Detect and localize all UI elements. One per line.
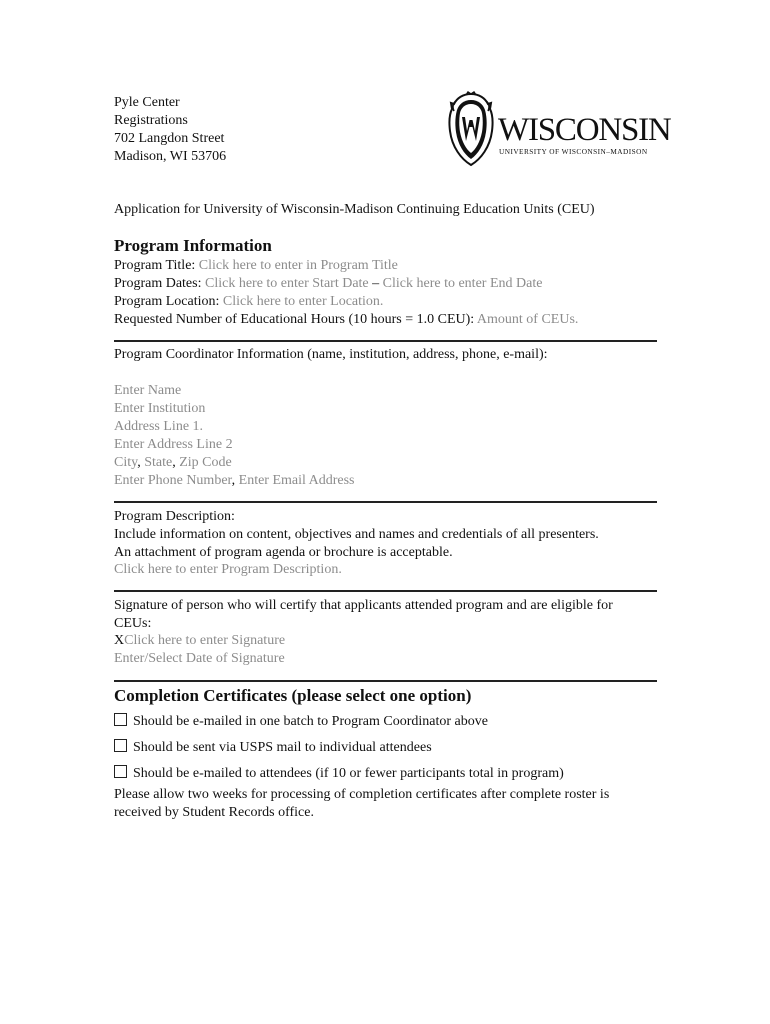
mailing-address — [114, 94, 226, 166]
certificate-option[interactable] — [114, 765, 564, 783]
address-line: Registrations — [114, 113, 188, 128]
program-dates-label: Program Dates: — [114, 276, 202, 291]
program-description-field[interactable]: Click here to enter Program Description. — [114, 562, 342, 577]
comma: , — [231, 473, 236, 488]
description-instruction: Include information on content, objectives and names and credentials of all presenters. — [114, 527, 599, 542]
uw-logo — [446, 91, 671, 167]
signature-x-mark: X — [114, 633, 125, 648]
section-divider — [114, 590, 657, 592]
description-label: Program Description: — [114, 509, 235, 524]
certificates-note: Please allow two weeks for processing of completion certificates after complete roster is — [114, 787, 610, 802]
signature-field[interactable]: Click here to enter Signature — [124, 633, 286, 648]
ceu-amount-field[interactable]: Amount of CEUs. — [476, 312, 579, 327]
start-date-field[interactable]: Click here to enter Start Date — [204, 276, 369, 291]
signature-date-field[interactable]: Enter/Select Date of Signature — [114, 651, 285, 666]
program-title-field[interactable]: Click here to enter in Program Title — [198, 258, 398, 273]
phone-field[interactable]: Enter Phone Number — [114, 473, 232, 488]
application-title: Application for University of Wisconsin-Madison Continuing Education Units (CEU) — [114, 202, 595, 217]
logo-wordmark: WISCONSIN — [498, 112, 671, 148]
address-line: Madison, WI 53706 — [114, 149, 227, 164]
signature-label: Signature of person who will certify that applicants attended program and are eligible for — [114, 598, 613, 613]
end-date-field[interactable]: Click here to enter End Date — [382, 276, 543, 291]
certificate-option-label: Should be e-mailed in one batch to Program Coordinator above — [133, 714, 488, 729]
program-info-heading: Program Information — [114, 236, 272, 255]
coordinator-label: Program Coordinator Information (name, institution, address, phone, e-mail): — [114, 347, 548, 362]
program-title-row — [114, 257, 398, 275]
address-line: Pyle Center — [114, 95, 180, 110]
section-divider — [114, 340, 657, 342]
description-instruction: An attachment of program agenda or brochure is acceptable. — [114, 545, 453, 560]
email-field[interactable]: Enter Email Address — [238, 473, 355, 488]
program-location-label: Program Location: — [114, 294, 220, 309]
program-location-field[interactable]: Click here to enter Location. — [222, 294, 384, 309]
uw-crest-icon — [446, 91, 496, 167]
address-line-1-field[interactable]: Address Line 1. — [114, 419, 204, 434]
zip-field[interactable]: Zip Code — [179, 455, 232, 470]
coordinator-name-field[interactable]: Enter Name — [114, 383, 182, 398]
city-field[interactable]: City — [114, 455, 138, 470]
phone-email-row — [114, 472, 355, 490]
educational-hours-row — [114, 311, 578, 329]
section-divider — [114, 501, 657, 503]
coordinator-institution-field[interactable]: Enter Institution — [114, 401, 206, 416]
logo-subtitle: UNIVERSITY OF WISCONSIN–MADISON — [499, 147, 648, 156]
certificate-option-label: Should be e-mailed to attendees (if 10 or fewer participants total in program) — [133, 766, 564, 781]
date-separator: – — [372, 276, 380, 291]
comma: , — [172, 455, 176, 470]
signature-label: CEUs: — [114, 616, 152, 631]
address-line-2-field[interactable]: Enter Address Line 2 — [114, 437, 233, 452]
certificate-option-label: Should be sent via USPS mail to individual attendees — [133, 740, 432, 755]
signature-row — [114, 632, 285, 650]
address-line: 702 Langdon Street — [114, 131, 225, 146]
comma: , — [137, 455, 141, 470]
checkbox[interactable] — [114, 765, 127, 778]
program-title-label: Program Title: — [114, 258, 196, 273]
certificate-option[interactable] — [114, 739, 432, 757]
section-divider — [114, 680, 657, 682]
state-field[interactable]: State — [144, 455, 173, 470]
city-state-zip-row — [114, 454, 232, 472]
program-dates-row — [114, 275, 542, 293]
program-location-row — [114, 293, 383, 311]
certificates-heading: Completion Certificates (please select one option) — [114, 686, 472, 705]
checkbox[interactable] — [114, 739, 127, 752]
certificate-option[interactable] — [114, 713, 488, 731]
certificates-note: received by Student Records office. — [114, 805, 314, 820]
checkbox[interactable] — [114, 713, 127, 726]
educational-hours-label: Requested Number of Educational Hours (10 hours = 1.0 CEU): — [114, 312, 475, 327]
